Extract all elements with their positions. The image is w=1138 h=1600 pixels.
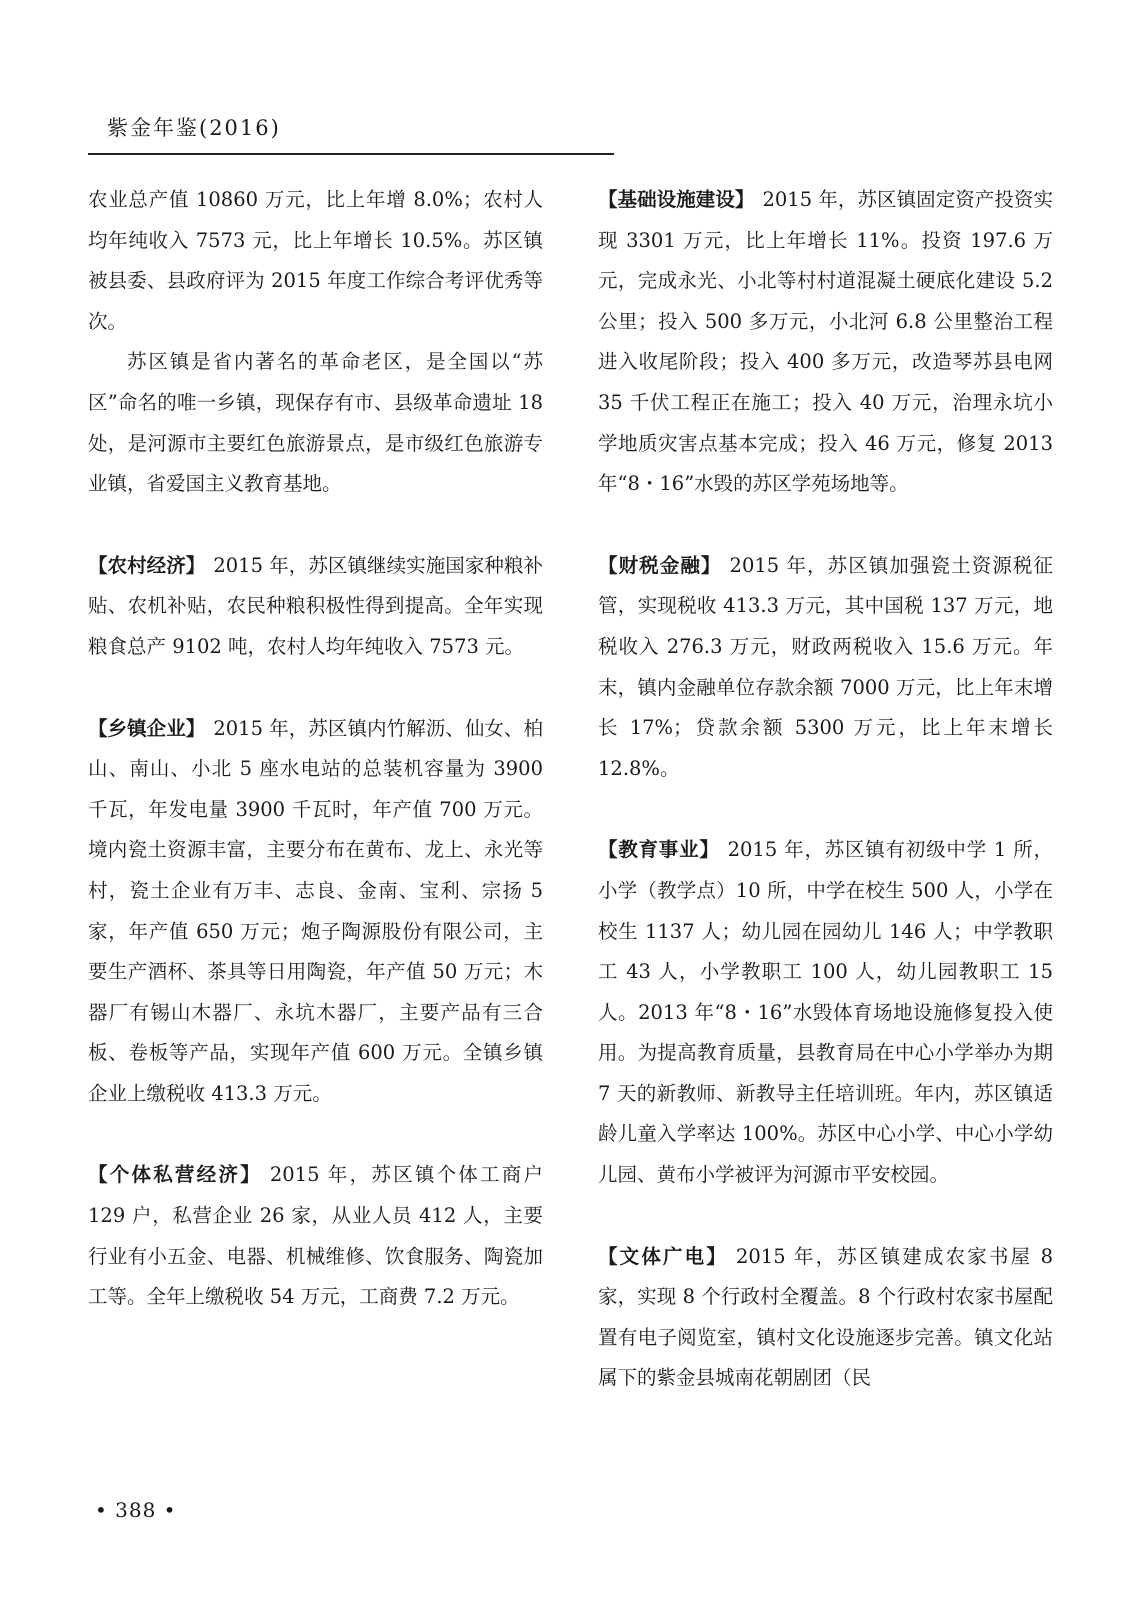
running-header: 紫金年鉴(2016) [107,116,281,140]
section-body: 2015 年，苏区镇加强瓷土资源税征管，实现税收 413.3 万元，其中国税 137 万元，地税收入 276.3 万元，财政两税收入 15.6 万元。年末，镇内金融单位存款余额 7000 万元，比上年末增长 17%；贷款余额 5300 万元，比上年末增长 12.8%。 [598,553,1053,780]
right-column [598,180,1053,1399]
section-body: 2015 年，苏区镇固定资产投资实现 3301 万元，比上年增长 11%。投资 197.6 万元，完成永光、小北等村村道混凝土硬底化建设 5.2 公里；投入 500 多万元，小北河 6.8 公里整治工程进入收尾阶段；投入 400 多万元，改造琴苏县电网 35 千伏工程正在施工；投入 40 万元，治理永坑小学地质灾害点基本完成；投入 46 万元，修复 2013 年“8・16”水毁的苏区学苑场地等。 [598,188,1053,496]
section-heading: 【个体私营经济】 [88,1163,262,1187]
section-heading: 【财税金融】 [598,553,722,577]
section-heading: 【农村经济】 [88,553,206,577]
section-education [598,830,1053,1195]
section-township-enterprise [88,709,543,1115]
section-heading: 【基础设施建设】 [598,188,755,211]
section-body: 2015 年，苏区镇继续实施国家种粮补贴、农机补贴，农民种粮积极性得到提高。全年实现粮食总产 9102 吨，农村人均年纯收入 7573 元。 [88,553,543,658]
section-body: 2015 年，苏区镇内竹解沥、仙女、柏山、南山、小北 5 座水电站的总装机容量为 3900 千瓦，年发电量 3900 千瓦时，年产值 700 万元。境内瓷土资源丰富，主要分布在黄布、龙上、永光等村，瓷土企业有万丰、志良、金南、宝利、宗扬 5 家，年产值 650 万元；炮子陶源股份有限公司，主要生产酒杯、茶具等日用陶瓷，年产值 50 万元；木器厂有锡山木器厂、永坑木器厂，主要产品有三合板、卷板等产品，实现年产值 600 万元。全镇乡镇企业上缴税收 413.3 万元。 [88,716,543,1105]
section-finance [598,546,1053,790]
section-rural-economy [88,546,543,668]
paragraph-intro-2: 苏区镇是省内著名的革命老区，是全国以“苏区”命名的唯一乡镇，现保存有市、县级革命遗址 18 处，是河源市主要红色旅游景点，是市级红色旅游专业镇，省爱国主义教育基地。 [88,350,543,496]
section-heading: 【教育事业】 [598,838,720,862]
section-heading: 【文体广电】 [598,1244,728,1268]
header-divider [88,153,614,155]
section-infrastructure [598,180,1053,505]
section-heading: 【乡镇企业】 [88,716,206,740]
page-number: • 388 • [95,1498,177,1522]
paragraph-intro-1: 农业总产值 10860 万元，比上年增 8.0%；农村人均年纯收入 7573 元，比上年增长 10.5%。苏区镇被县委、县政府评为 2015 年度工作综合考评优秀等次。 [88,188,543,333]
section-private-economy [88,1155,543,1317]
section-body: 2015 年，苏区镇建成农家书屋 8 家，实现 8 个行政村全覆盖。8 个行政村农家书屋配置有电子阅览室，镇村文化设施逐步完善。镇文化站属下的紫金县城南花朝剧团（民 [598,1244,1053,1390]
section-body: 2015 年，苏区镇个体工商户 129 户，私营企业 26 家，从业人员 412 人，主要行业有小五金、电器、机械维修、饮食服务、陶瓷加工等。全年上缴税收 54 万元，工商费 7.2 万元。 [88,1163,543,1309]
section-culture [598,1237,1053,1399]
left-column [88,180,543,1318]
section-body: 2015 年，苏区镇有初级中学 1 所，小学（教学点）10 所，中学在校生 500 人，小学在校生 1137 人；幼儿园在园幼儿 146 人；中学教职工 43 人，小学教职工 100 人，幼儿园教职工 15 人。2013 年“8・16”水毁体育场地设施修复投入使用。为提高教育质量，县教育局在中心小学举办为期 7 天的新教师、新教导主任培训班。年内，苏区镇适龄儿童入学率达 100%。苏区中心小学、中心小学幼儿园、黄布小学被评为河源市平安校园。 [598,838,1053,1187]
